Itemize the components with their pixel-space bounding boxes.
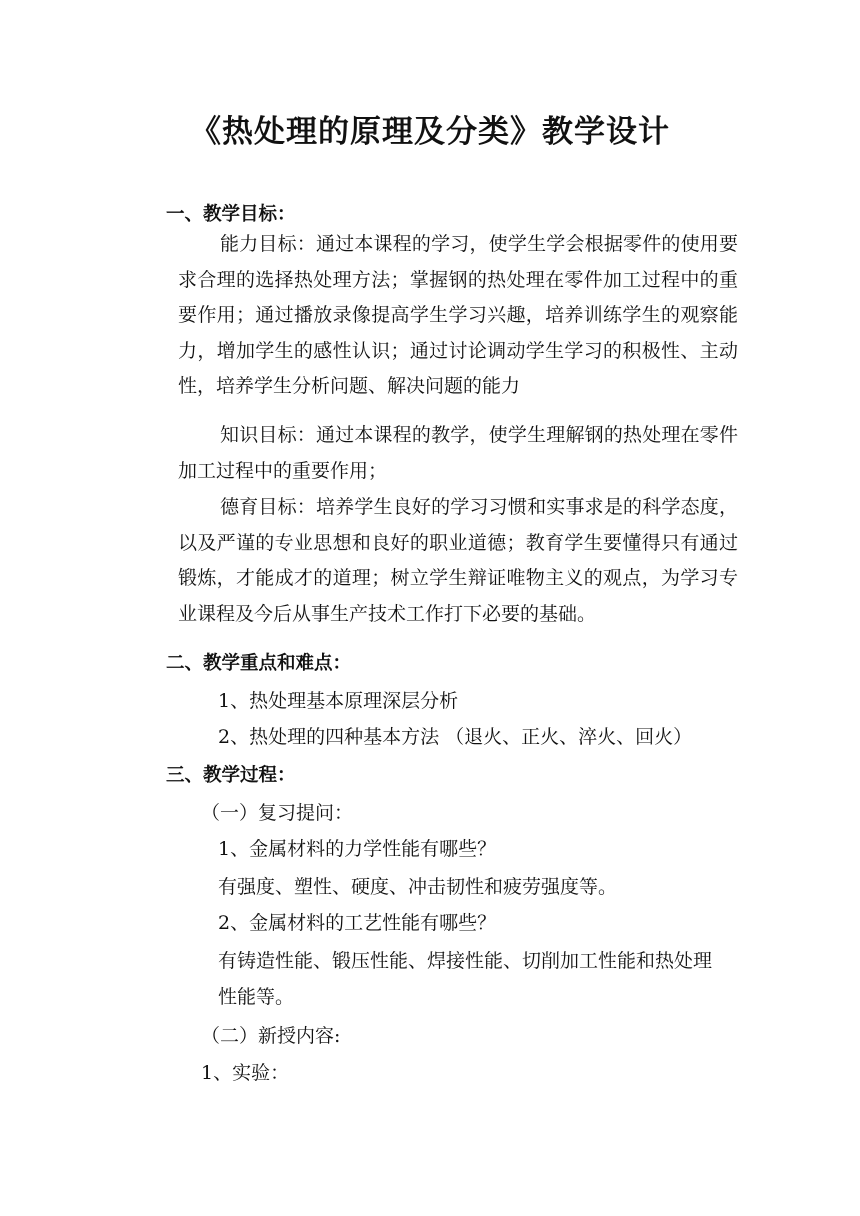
section-heading-key-points: 二、教学重点和难点： xyxy=(166,653,352,674)
paragraph-knowledge-objective: 知识目标：通过本课程的教学，使学生理解钢的热处理在零件加工过程中的重要作用； xyxy=(178,424,738,482)
experiment-item: 1、实验： xyxy=(201,1062,290,1084)
key-point-item-2: 2、热处理的四种基本方法 （退火、正火、淬火、回火） xyxy=(218,726,693,748)
key-point-item-1: 1、热处理基本原理深层分析 xyxy=(218,690,459,712)
paragraph-moral-objective: 德育目标：培养学生良好的学习习惯和实事求是的科学态度，以及严谨的专业思想和良好的职业道德；教育学生要懂得只有通过锻炼，才能成才的道理；树立学生辩证唯物主义的观点，为学习专业课程及今后从事生产技术工作打下必要的基础。 xyxy=(178,496,738,625)
section-heading-process: 三、教学过程： xyxy=(166,765,296,786)
document-title: 《热处理的原理及分类》教学设计 xyxy=(190,114,670,150)
subheading-review: （一）复习提问： xyxy=(201,802,354,824)
review-answer-1: 有强度、塑性、硬度、冲击韧性和疲劳强度等。 xyxy=(218,876,618,898)
section-heading-objectives: 一、教学目标： xyxy=(166,204,296,225)
review-answer-2-line-2: 性能等。 xyxy=(218,986,295,1008)
review-answer-2-line-1: 有铸造性能、锻压性能、焊接性能、切削加工性能和热处理 xyxy=(218,950,713,972)
review-question-2: 2、金属材料的工艺性能有哪些？ xyxy=(218,912,497,934)
review-question-1: 1、金属材料的力学性能有哪些？ xyxy=(218,838,497,860)
subheading-new-content: （二）新授内容: xyxy=(201,1025,341,1047)
paragraph-ability-objective: 能力目标：通过本课程的学习，使学生学会根据零件的使用要求合理的选择热处理方法；掌握钢的热处理在零件加工过程中的重要作用；通过播放录像提高学生学习兴趣，培养训练学生的观察能力，增加学生的感性认识；通过讨论调动学生学习的积极性、主动性，培养学生分析问题、解决问题的能力 xyxy=(178,233,738,398)
